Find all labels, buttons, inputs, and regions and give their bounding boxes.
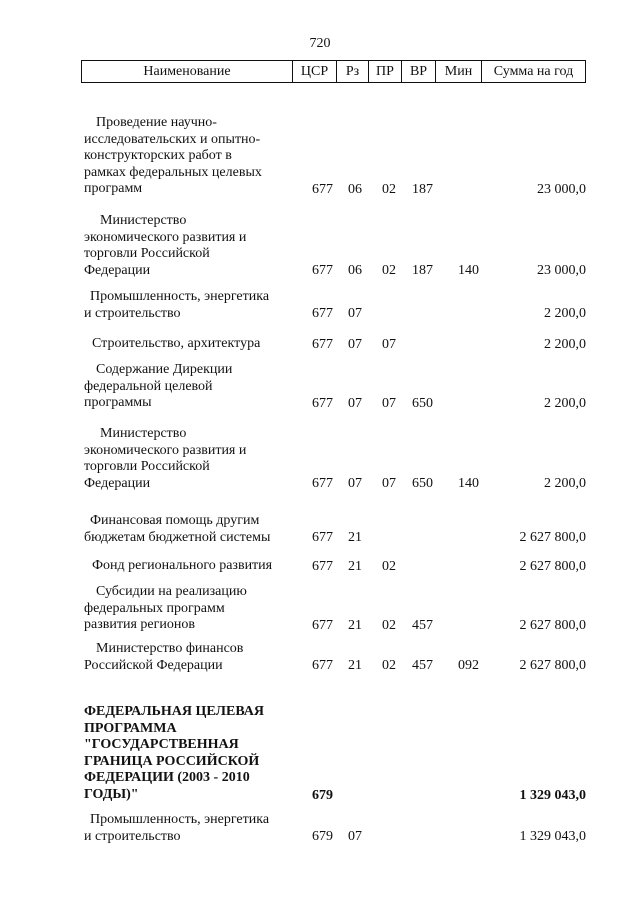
- column-header-csr: ЦСР: [293, 61, 337, 82]
- row-sum: 23 000,0: [537, 181, 586, 197]
- table-row: [0, 704, 640, 804]
- row-name: Министерство экономического развития и торговли Российской Федерации: [84, 426, 247, 491]
- column-header-rz: Рз: [337, 61, 369, 82]
- row-name: Субсидии на реализацию федеральных программ развития регионов: [84, 584, 247, 632]
- row-pr: 07: [382, 475, 396, 491]
- row-rz: 07: [348, 336, 362, 352]
- row-name: Промышленность, энергетика и строительство: [84, 289, 270, 321]
- row-name: Фонд регионального развития: [92, 558, 273, 573]
- row-sum: 2 627 800,0: [519, 617, 586, 633]
- row-name: ФЕДЕРАЛЬНАЯ ЦЕЛЕВАЯ ПРОГРАММА "ГОСУДАРСТВЕННАЯ ГРАНИЦА РОССИЙСКОЙ ФЕДЕРАЦИИ (2003 - 2010 ГОДЫ)": [84, 704, 264, 802]
- row-csr: 677: [312, 529, 333, 545]
- row-sum: 1 329 043,0: [519, 828, 586, 844]
- row-sum: 2 200,0: [544, 475, 586, 491]
- column-header-name: Наименование: [82, 61, 293, 82]
- row-min: 140: [458, 262, 479, 278]
- table-row: [0, 426, 640, 492]
- row-pr: 07: [382, 395, 396, 411]
- row-pr: 02: [382, 262, 396, 278]
- column-header-vr: ВР: [402, 61, 436, 82]
- row-csr: 677: [312, 657, 333, 673]
- row-sum: 2 200,0: [544, 395, 586, 411]
- row-sum: 2 627 800,0: [519, 657, 586, 673]
- row-vr: 187: [412, 262, 433, 278]
- row-rz: 21: [348, 558, 362, 574]
- table-row: [0, 513, 640, 546]
- table-row: [0, 558, 640, 575]
- row-vr: 457: [412, 617, 433, 633]
- row-pr: 02: [382, 558, 396, 574]
- table-row: [0, 584, 640, 634]
- row-csr: 677: [312, 475, 333, 491]
- table-row: [0, 641, 640, 674]
- row-sum: 23 000,0: [537, 262, 586, 278]
- row-pr: 02: [382, 657, 396, 673]
- table-row: [0, 289, 640, 322]
- column-header-min: Мин: [436, 61, 482, 82]
- row-vr: 187: [412, 181, 433, 197]
- table-row: [0, 812, 640, 845]
- row-name: Содержание Дирекции федеральной целевой программы: [84, 362, 233, 410]
- row-name: Министерство экономического развития и торговли Российской Федерации: [84, 213, 247, 278]
- row-pr: 02: [382, 617, 396, 633]
- row-csr: 677: [312, 262, 333, 278]
- row-name: Министерство финансов Российской Федерации: [84, 641, 244, 673]
- row-csr: 677: [312, 181, 333, 197]
- row-min: 092: [458, 657, 479, 673]
- row-rz: 21: [348, 529, 362, 545]
- row-name: Проведение научно- исследовательских и опытно- конструкторских работ в рамках федеральных целевых программ: [84, 115, 262, 196]
- column-header-sum: Сумма на год: [493, 63, 574, 79]
- row-csr: 677: [312, 617, 333, 633]
- row-csr: 677: [312, 558, 333, 574]
- table-row: [0, 362, 640, 412]
- row-rz: 21: [348, 617, 362, 633]
- column-header-pr: ПР: [369, 61, 402, 82]
- row-csr: 679: [312, 828, 333, 844]
- table-row: [0, 336, 640, 353]
- table-header: [81, 60, 586, 83]
- row-pr: 07: [382, 336, 396, 352]
- row-rz: 07: [348, 828, 362, 844]
- row-sum: 2 627 800,0: [519, 529, 586, 545]
- row-rz: 07: [348, 475, 362, 491]
- row-csr: 677: [312, 336, 333, 352]
- row-vr: 650: [412, 475, 433, 491]
- row-sum: 2 200,0: [544, 336, 586, 352]
- row-csr: 677: [312, 305, 333, 321]
- row-pr: 02: [382, 181, 396, 197]
- row-vr: 457: [412, 657, 433, 673]
- row-name: Строительство, архитектура: [92, 336, 261, 351]
- row-rz: 21: [348, 657, 362, 673]
- page-number: 720: [309, 36, 331, 51]
- row-rz: 06: [348, 181, 362, 197]
- row-min: 140: [458, 475, 479, 491]
- row-sum: 2 627 800,0: [519, 558, 586, 574]
- row-name: Промышленность, энергетика и строительство: [84, 812, 270, 844]
- row-name: Финансовая помощь другим бюджетам бюджетной системы: [84, 513, 271, 545]
- row-vr: 650: [412, 395, 433, 411]
- table-row: [0, 213, 640, 279]
- row-csr: 679: [312, 787, 333, 803]
- row-rz: 07: [348, 305, 362, 321]
- table-row: [0, 115, 640, 198]
- row-rz: 06: [348, 262, 362, 278]
- row-rz: 07: [348, 395, 362, 411]
- row-sum: 1 329 043,0: [519, 787, 586, 803]
- row-sum: 2 200,0: [544, 305, 586, 321]
- row-csr: 677: [312, 395, 333, 411]
